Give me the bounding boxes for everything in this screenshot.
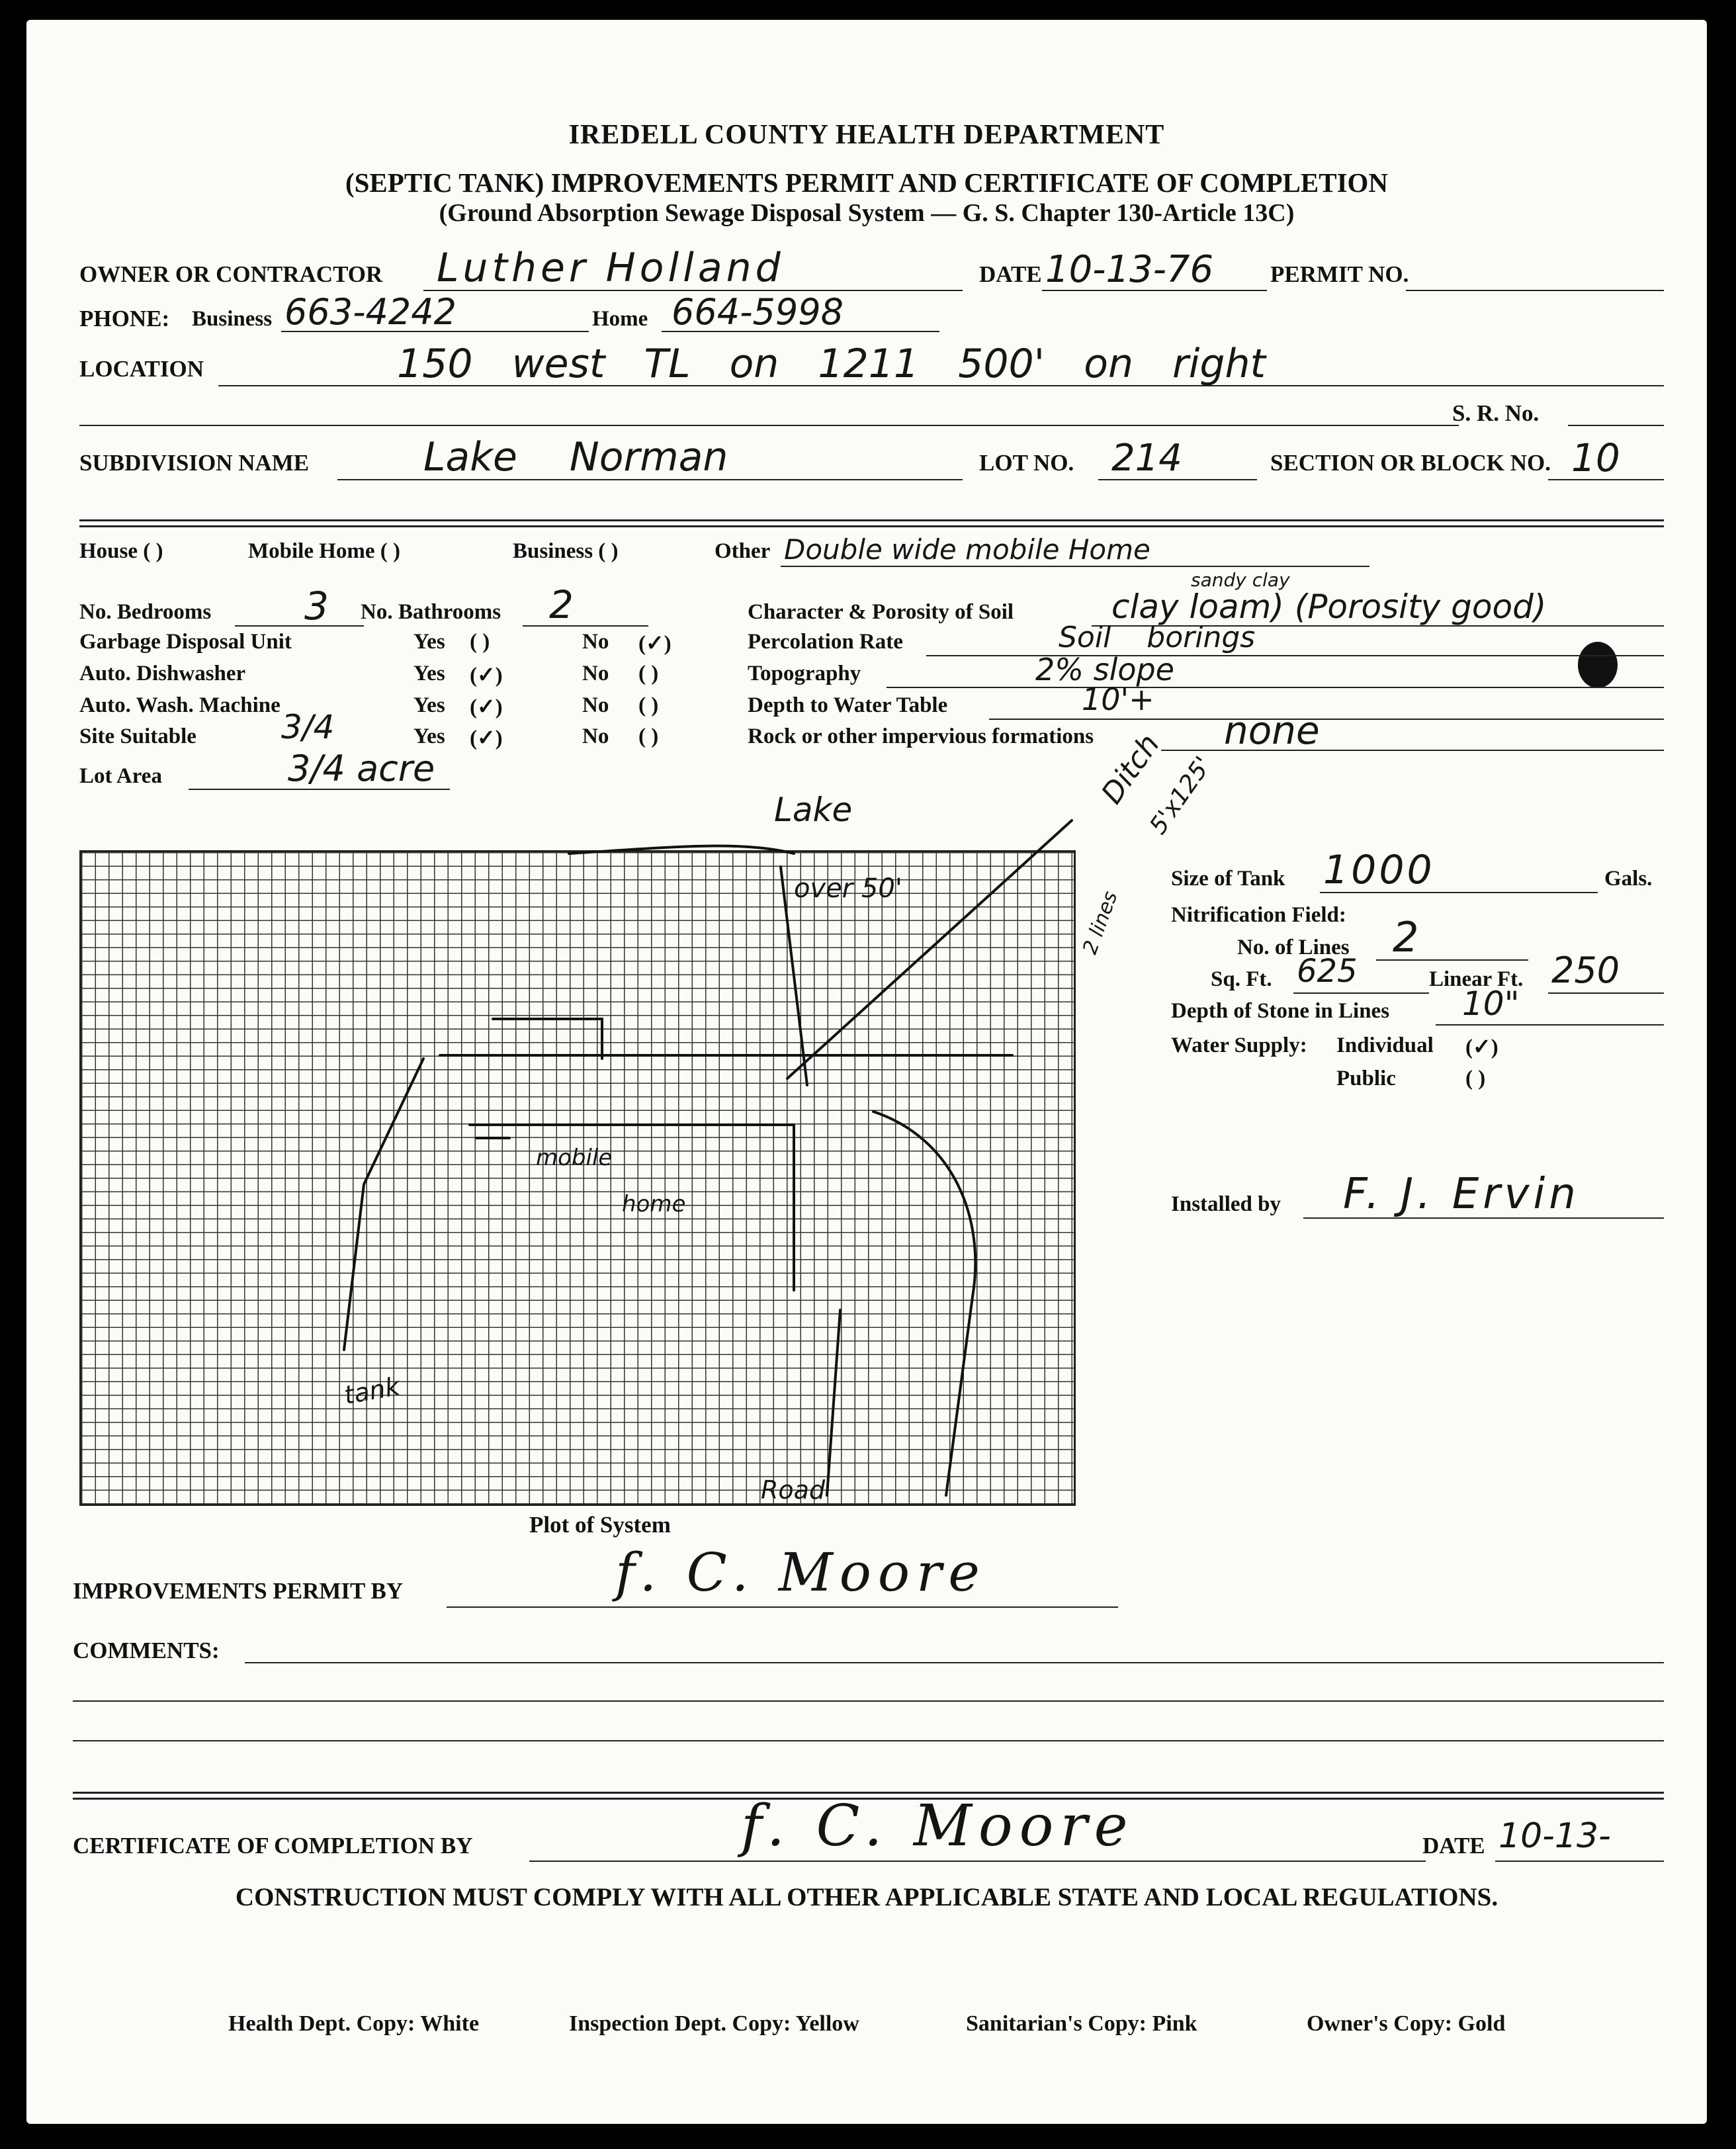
topography-line [887, 687, 1664, 688]
compliance-notice: CONSTRUCTION MUST COMPLY WITH ALL OTHER APPLICABLE STATE AND LOCAL REGULATIONS. [235, 1883, 1498, 1911]
site-suitable-label: Site Suitable [79, 724, 196, 748]
site-suitable-no-mark: ( ) [638, 724, 659, 748]
copy-sanitarian: Sanitarian's Copy: Pink [966, 2011, 1197, 2036]
soil-character-value: clay loam) (Porosity good) [1111, 588, 1547, 626]
comments-line-2 [73, 1700, 1664, 1702]
over-50-label: over 50' [794, 873, 902, 904]
permit-document [26, 20, 1707, 2124]
sqft-value: 625 [1297, 953, 1358, 990]
water-public-mark: ( ) [1465, 1067, 1486, 1090]
permit-no-label: PERMIT NO. [1270, 261, 1409, 287]
sr-no-line [1568, 425, 1664, 426]
certificate-label: CERTIFICATE OF COMPLETION BY [73, 1833, 473, 1859]
wash-machine-no: No [582, 693, 609, 717]
permit-by-label: IMPROVEMENTS PERMIT BY [73, 1578, 404, 1604]
water-table-line [989, 719, 1664, 720]
ink-blot [1578, 642, 1618, 688]
business-phone-label: Business [192, 307, 273, 331]
bedrooms-line [235, 625, 364, 627]
dishwasher-yes-mark: (✓) [470, 664, 503, 687]
home-phone-value: 664-5998 [672, 291, 844, 333]
other-line [781, 566, 1369, 567]
water-supply-label: Water Supply: [1171, 1033, 1307, 1057]
site-suitable-yes: Yes [413, 724, 445, 748]
sr-no-label: S. R. No. [1452, 400, 1540, 426]
site-suitable-value: 3/4 [281, 708, 335, 746]
mobile-home-option: Mobile Home ( ) [248, 539, 401, 563]
installed-by-label: Installed by [1171, 1192, 1281, 1216]
lot-area-label: Lot Area [79, 764, 162, 788]
tank-size-value: 1000 [1323, 847, 1435, 893]
soil-character-note: sandy clay [1191, 569, 1290, 591]
percolation-value: Soil borings [1059, 621, 1256, 654]
location-value: 150 west TL on 1211 500' on right [397, 341, 1266, 387]
installed-by-value: F. J. Ervin [1343, 1170, 1580, 1219]
bathrooms-value: 2 [549, 582, 574, 627]
dishwasher-no: No [582, 662, 609, 685]
business-phone-value: 663-4242 [284, 291, 456, 333]
sqft-line [1293, 992, 1429, 994]
date-value: 10-13-76 [1045, 248, 1214, 291]
topography-value: 2% slope [1035, 652, 1174, 687]
house-option: House ( ) [79, 539, 163, 563]
comments-line-3 [73, 1740, 1664, 1741]
bathrooms-line [523, 625, 648, 627]
department-name: IREDELL COUNTY HEALTH DEPARTMENT [568, 120, 1165, 150]
stone-depth-label: Depth of Stone in Lines [1171, 999, 1390, 1023]
lines-label: No. of Lines [1237, 936, 1350, 959]
certificate-date-value: 10-13- [1498, 1816, 1611, 1856]
stone-depth-line [1436, 1024, 1664, 1026]
business-option: Business ( ) [513, 539, 619, 563]
linear-ft-value: 250 [1551, 949, 1620, 991]
phone-label: PHONE: [79, 306, 170, 331]
lines-note: 2 lines [1078, 888, 1123, 957]
linear-ft-label: Linear Ft. [1429, 967, 1524, 991]
garbage-yes-mark: ( ) [470, 630, 490, 654]
dishwasher-label: Auto. Dishwasher [79, 662, 246, 685]
dishwasher-yes: Yes [413, 662, 445, 685]
lake-label: Lake [774, 791, 853, 829]
wash-machine-label: Auto. Wash. Machine [79, 693, 281, 717]
copy-owner: Owner's Copy: Gold [1307, 2011, 1506, 2036]
soil-character-label: Character & Porosity of Soil [748, 600, 1014, 624]
site-suitable-yes-mark: (✓) [470, 726, 503, 750]
form-title: (SEPTIC TANK) IMPROVEMENTS PERMIT AND CERTIFICATE OF COMPLETION [345, 167, 1389, 198]
nitrification-label: Nitrification Field: [1171, 903, 1346, 927]
form-subtitle: (Ground Absorption Sewage Disposal System — G. S. Chapter 130-Article 13C) [439, 199, 1295, 227]
stone-depth-value: 10" [1462, 985, 1520, 1023]
owner-label: OWNER OR CONTRACTOR [79, 261, 383, 287]
section-divider-2 [79, 525, 1664, 527]
bedrooms-value: 3 [304, 584, 329, 629]
section-label: SECTION OR BLOCK NO. [1270, 450, 1551, 476]
location-line-2 [79, 425, 1459, 426]
mobile-label: mobile [536, 1145, 613, 1171]
garbage-disposal-label: Garbage Disposal Unit [79, 630, 292, 654]
lines-value: 2 [1393, 913, 1419, 961]
wash-machine-yes: Yes [413, 693, 445, 717]
tank-size-label: Size of Tank [1171, 867, 1285, 891]
plot-sketch [79, 794, 1270, 1542]
garbage-no-mark: (✓) [638, 632, 672, 656]
topography-label: Topography [748, 662, 861, 685]
certificate-date-line [1495, 1861, 1664, 1862]
road-label: Road [761, 1475, 826, 1505]
linear-ft-line [1548, 992, 1664, 994]
dishwasher-no-mark: ( ) [638, 662, 659, 685]
home-label: home [622, 1191, 686, 1217]
bathrooms-label: No. Bathrooms [361, 600, 501, 624]
lot-no-value: 214 [1111, 437, 1182, 480]
percolation-label: Percolation Rate [748, 630, 903, 654]
copy-inspection-dept: Inspection Dept. Copy: Yellow [569, 2011, 859, 2036]
location-label: LOCATION [79, 356, 204, 382]
wash-machine-yes-mark: (✓) [470, 695, 503, 719]
lot-area-value: 3/4 acre [288, 748, 435, 789]
owner-value: Luther Holland [437, 245, 785, 291]
garbage-no: No [582, 630, 609, 654]
certificate-signature: f. C. Moore [741, 1793, 1135, 1859]
water-table-value: 10'+ [1082, 681, 1154, 717]
lot-no-label: LOT NO. [979, 450, 1074, 476]
bedrooms-label: No. Bedrooms [79, 600, 212, 624]
gals-label: Gals. [1604, 867, 1653, 891]
comments-label: COMMENTS: [73, 1638, 220, 1663]
water-table-label: Depth to Water Table [748, 693, 948, 717]
sqft-label: Sq. Ft. [1211, 967, 1272, 991]
ditch-dimensions: 5'x125' [1145, 752, 1217, 840]
water-individual-mark: (✓) [1465, 1035, 1498, 1059]
wash-machine-no-mark: ( ) [638, 693, 659, 717]
plot-caption: Plot of System [529, 1512, 671, 1538]
garbage-yes: Yes [413, 630, 445, 654]
subdivision-value: Lake Norman [423, 434, 728, 480]
copy-health-dept: Health Dept. Copy: White [228, 2011, 480, 2036]
date-label: DATE [979, 261, 1042, 287]
certificate-line [529, 1861, 1426, 1862]
rock-value: none [1224, 708, 1320, 753]
site-suitable-no: No [582, 724, 609, 748]
home-phone-label: Home [592, 307, 648, 331]
section-value: 10 [1571, 435, 1620, 480]
permit-by-signature: f. C. Moore [615, 1542, 986, 1603]
ditch-label: Ditch [1095, 728, 1166, 811]
water-public-label: Public [1336, 1067, 1396, 1090]
certificate-date-label: DATE [1422, 1833, 1485, 1859]
permit-by-line [447, 1606, 1118, 1608]
permit-no-line [1406, 290, 1664, 291]
other-value: Double wide mobile Home [784, 533, 1150, 566]
water-individual-label: Individual [1336, 1033, 1434, 1057]
section-divider [79, 519, 1664, 521]
other-label: Other [715, 539, 771, 563]
tank-label: tank [341, 1372, 402, 1410]
subdivision-label: SUBDIVISION NAME [79, 450, 310, 476]
comments-line-1 [245, 1662, 1664, 1663]
rock-label: Rock or other impervious formations [748, 724, 1094, 748]
